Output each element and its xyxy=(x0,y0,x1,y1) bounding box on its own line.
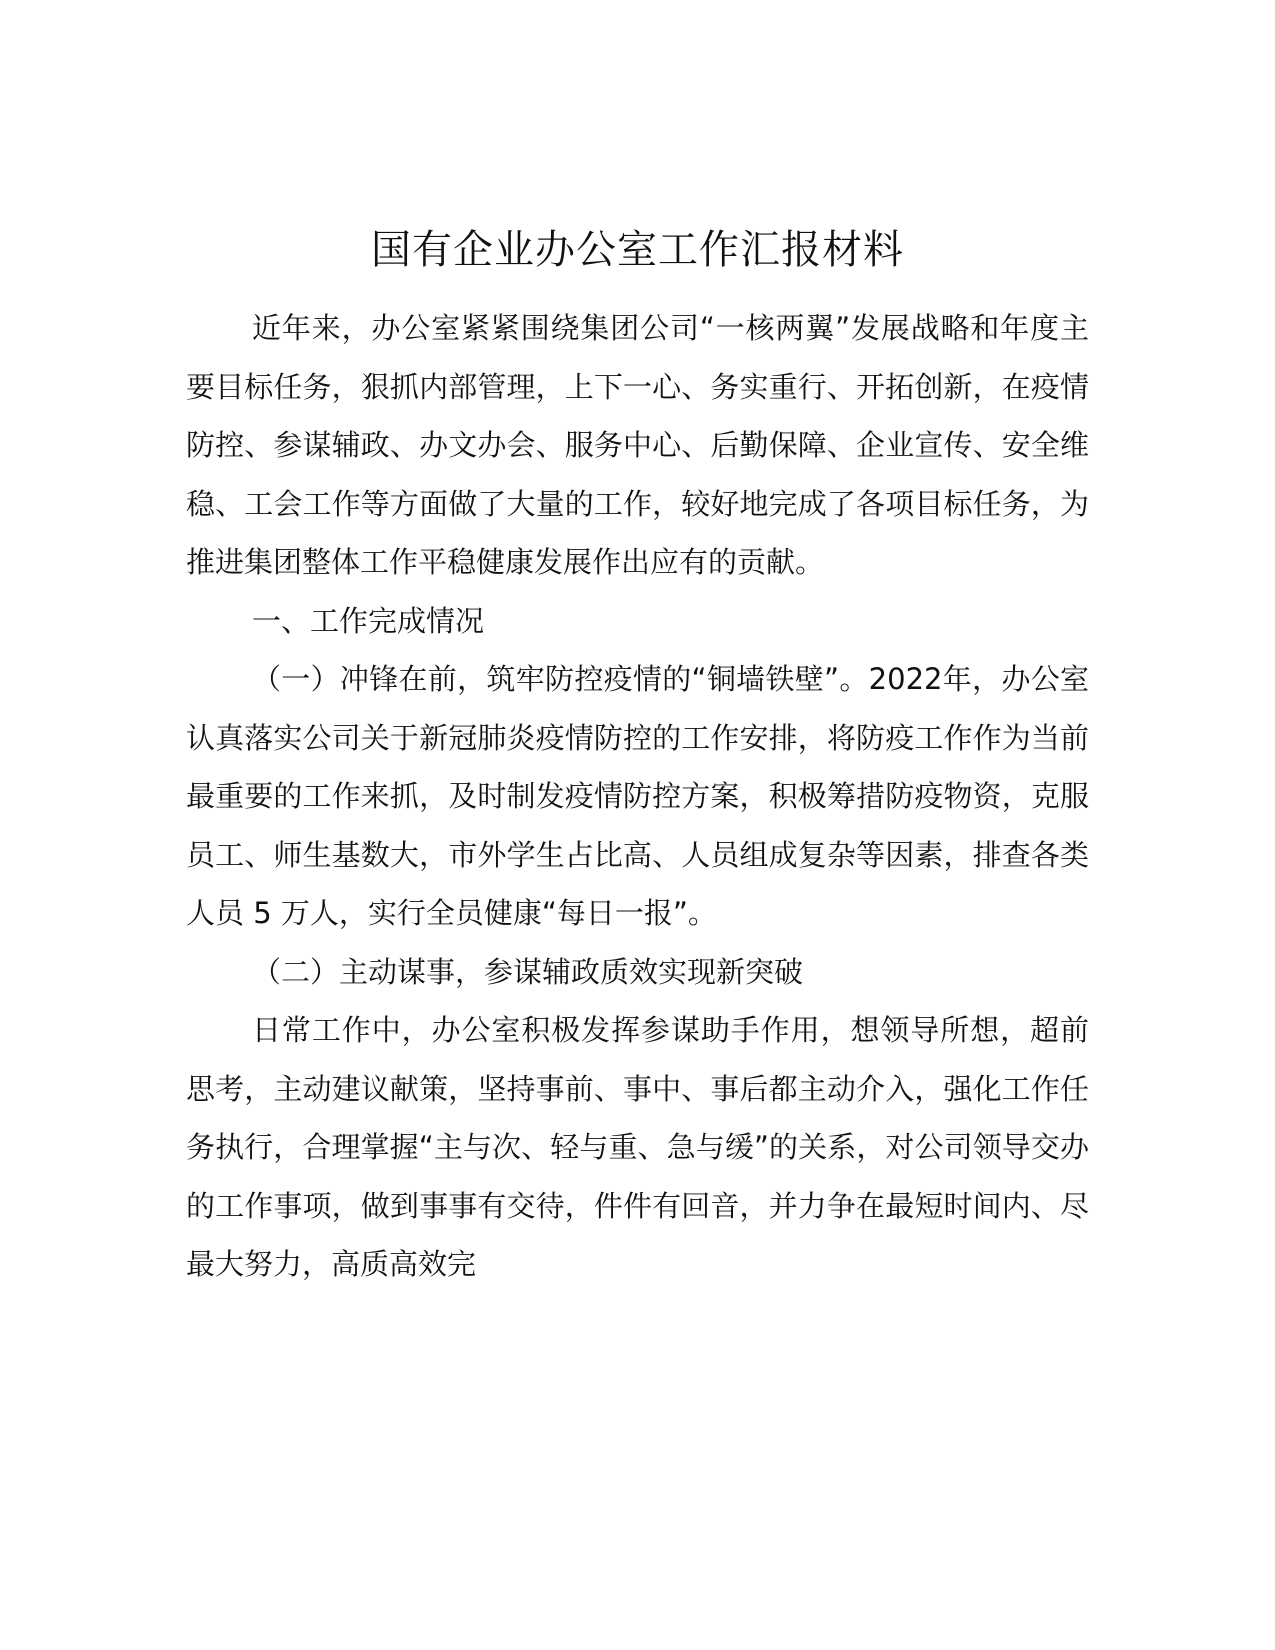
subsection-1-paragraph: （一）冲锋在前，筑牢防控疫情的“铜墙铁壁”。2022年，办公室认真落实公司关于新冠肺炎疫情防控的工作安排，将防疫工作作为当前最重要的工作来抓，及时制发疫情防控方案，积极筹措防疫物资，克服员工、师生基数大，市外学生占比高、人员组成复杂等因素，排查各类人员 5 万人，实行全员健康“每日一报”。 xyxy=(186,662,1089,930)
intro-paragraph: 近年来，办公室紧紧围绕集团公司“一核两翼”发展战略和年度主要目标任务，狠抓内部管理，上下一心、务实重行、开拓创新，在疫情防控、参谋辅政、办文办会、服务中心、后勤保障、企业宣传、安全维稳、工会工作等方面做了大量的工作，较好地完成了各项目标任务，为推进集团整体工作平稳健康发展作出应有的贡献。 xyxy=(186,311,1089,579)
document-title: 国有企业办公室工作汇报材料 xyxy=(371,227,904,273)
section-heading-1: 一、工作完成情况 xyxy=(252,603,485,638)
document-body xyxy=(186,299,1089,1294)
subsection-heading-2: （二）主动谋事，参谋辅政质效实现新突破 xyxy=(252,954,804,989)
subsection-2-paragraph: 日常工作中，办公室积极发挥参谋助手作用，想领导所想，超前思考，主动建议献策，坚持事前、事中、事后都主动介入，强化工作任务执行，合理掌握“主与次、轻与重、急与缓”的关系，对公司领导交办的工作事项，做到事事有交待，件件有回音，并力争在最短时间内、尽最大努力，高质高效完 xyxy=(186,1013,1089,1281)
